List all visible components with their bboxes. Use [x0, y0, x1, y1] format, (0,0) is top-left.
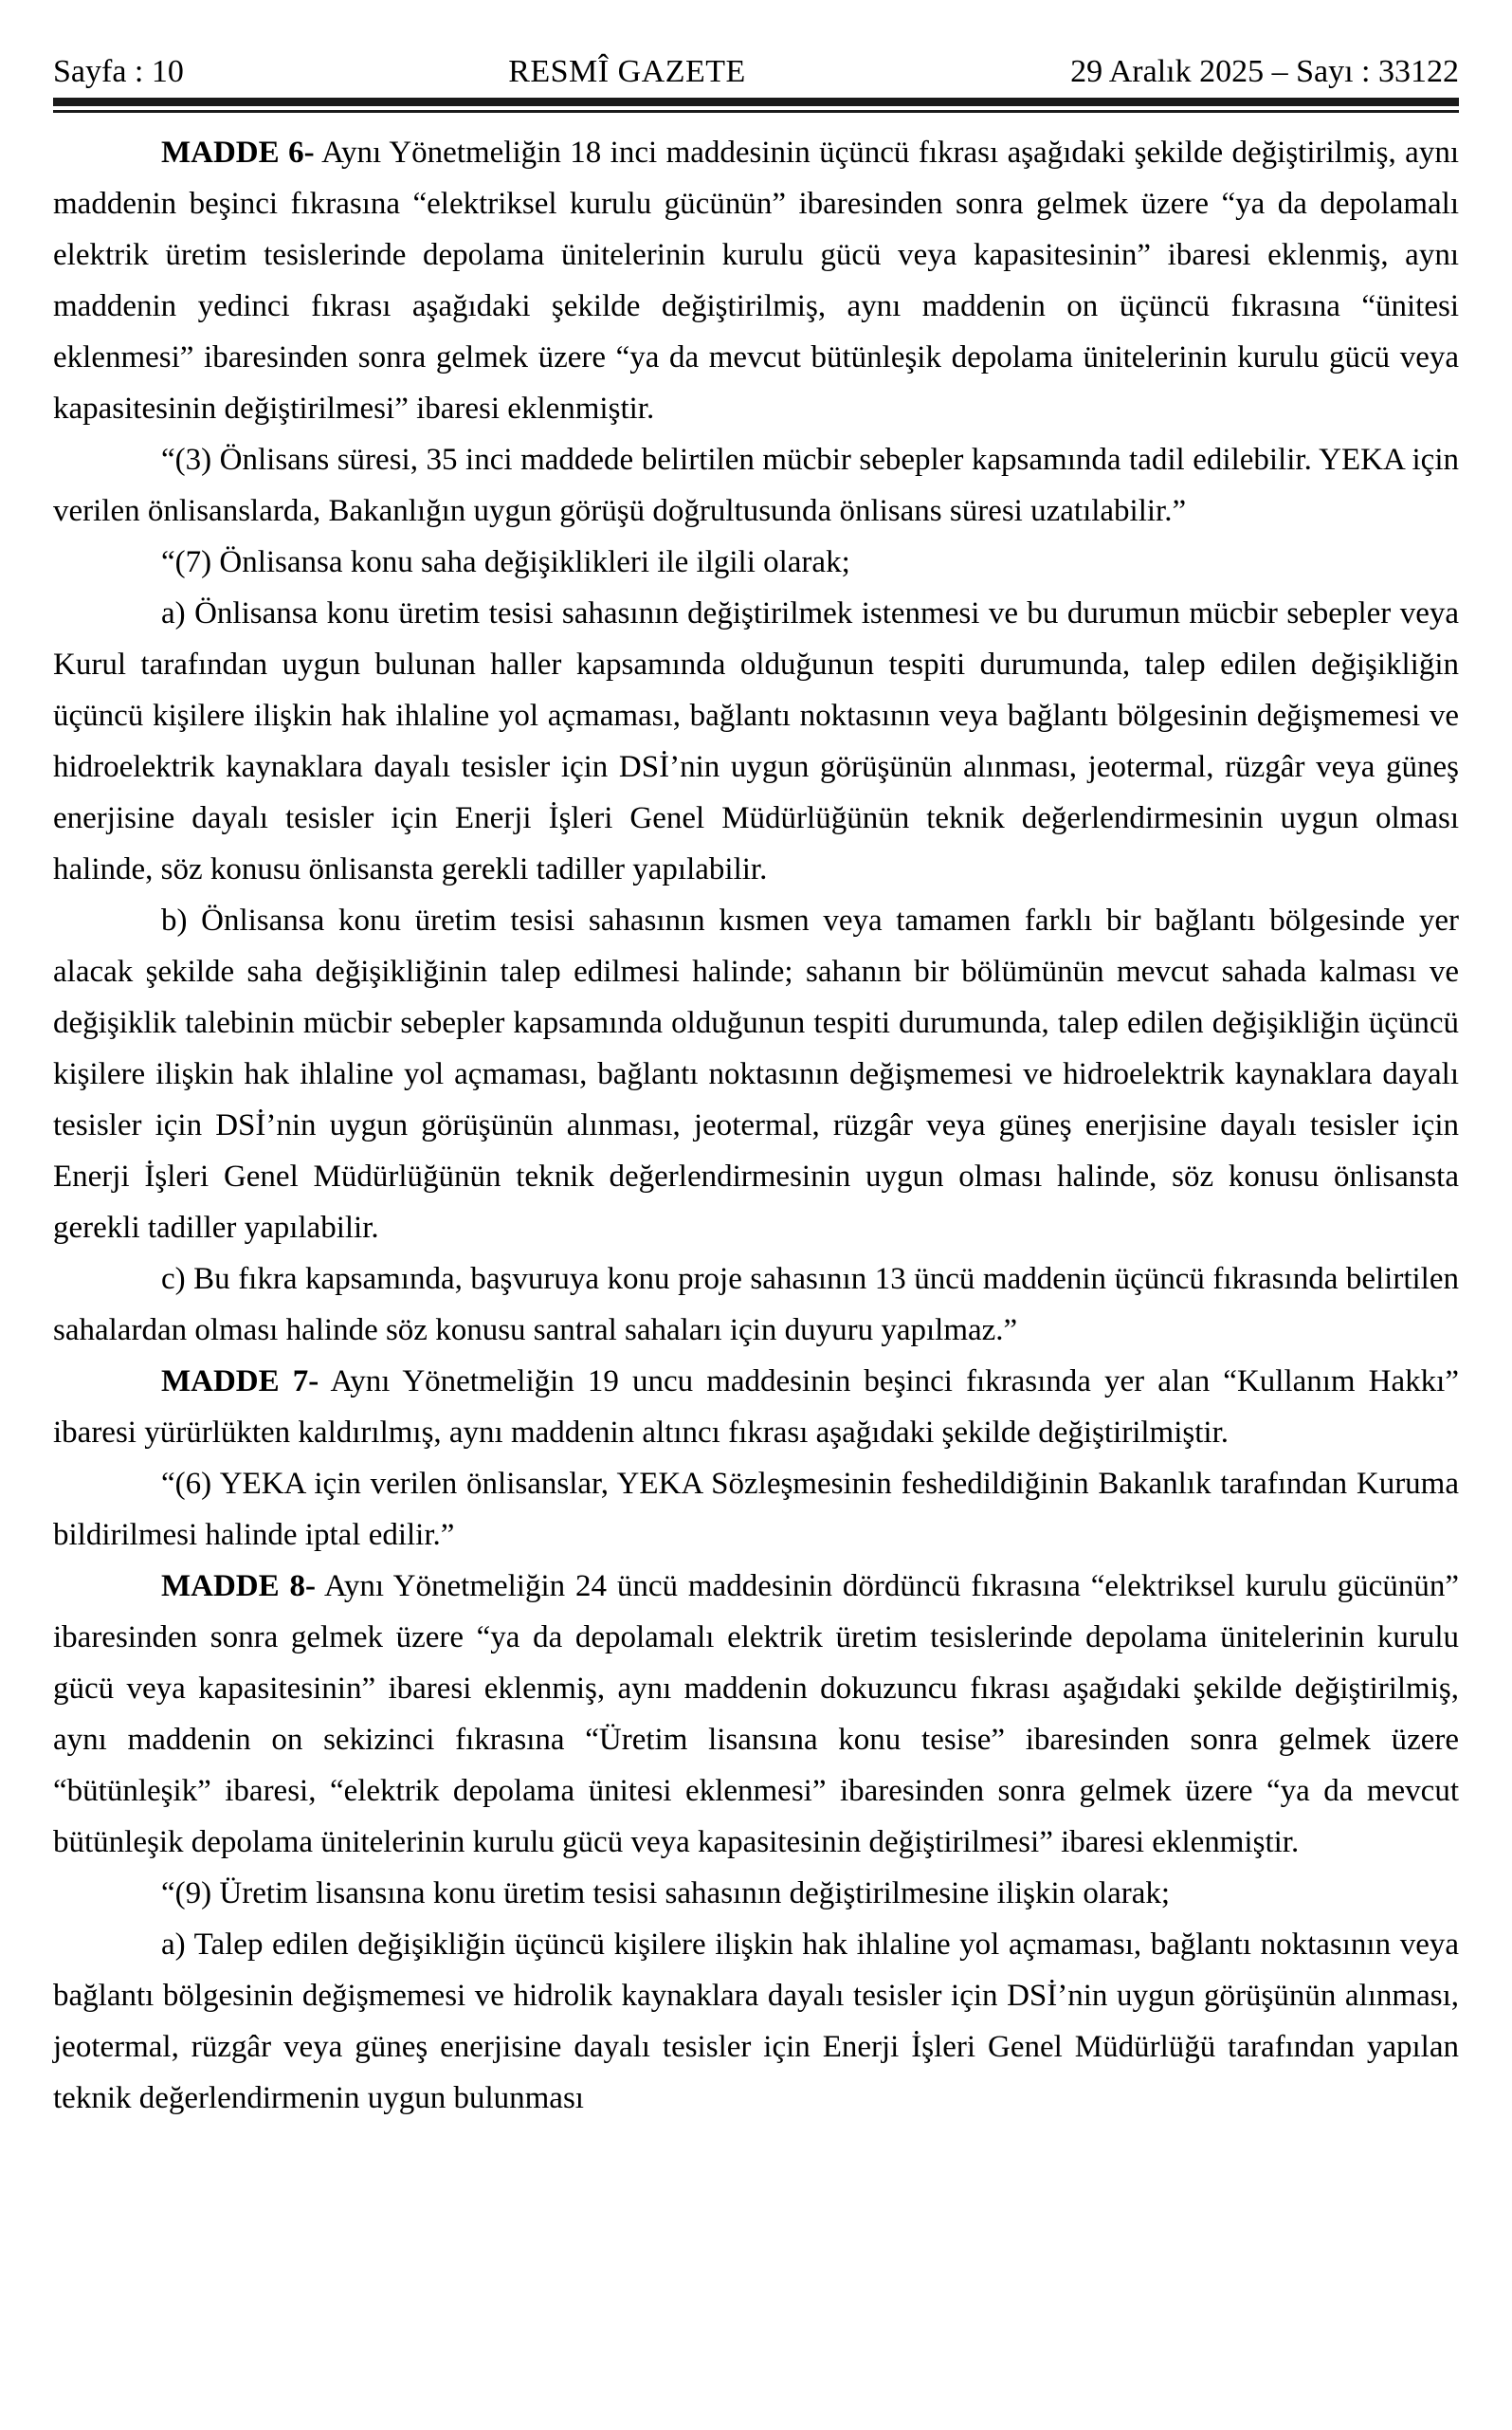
paragraph: MADDE 6- Aynı Yönetmeliğin 18 inci maddesinin üçüncü fıkrası aşağıdaki şekilde değiştirilmiş, aynı maddenin beşinci fıkrasına “elektriksel kurulu gücünün” ibaresinden sonra gelmek üzere “ya da depolamalı elektrik üretim tesislerinde depolama ünitelerinin kurulu gücü veya kapasitesinin” ibaresi eklenmiş, aynı maddenin yedinci fıkrası aşağıdaki şekilde değiştirilmiş, aynı maddenin on üçüncü fıkrasına “ünitesi eklenmesi” ibaresinden sonra gelmek üzere “ya da mevcut bütünleşik depolama ünitelerinin kurulu gücü veya kapasitesinin değiştirilmesi” ibaresi eklenmiştir. [53, 136, 1459, 426]
madde-label: MADDE 8- [161, 1569, 317, 1603]
paragraph: a) Önlisansa konu üretim tesisi sahasının değiştirilmek istenmesi ve bu durumun mücbir sebepler veya Kurul tarafından uygun bulunan haller kapsamında olduğunun tespiti durumunda, talep edilen değişikliğin üçüncü kişilere ilişkin hak ihlaline yol açmaması, bağlantı noktasının veya bağlantı bölgesinin değişmemesi ve hidroelektrik kaynaklara dayalı tesisler için DSİ’nin uygun görüşünün alınması, jeotermal, rüzgâr veya güneş enerjisine dayalı tesisler için Enerji İşleri Genel Müdürlüğünün teknik değerlendirmesinin uygun olması halinde, söz konusu önlisansta gerekli tadiller yapılabilir. [53, 596, 1459, 886]
header-divider [53, 98, 1459, 113]
page-header [53, 0, 1459, 91]
page-number-label: Sayfa : 10 [53, 54, 184, 89]
paragraph: “(7) Önlisansa konu saha değişiklikleri ile ilgili olarak; [161, 545, 850, 579]
paragraph: “(6) YEKA için verilen önlisanslar, YEKA Sözleşmesinin feshedildiğinin Bakanlık tarafından Kuruma bildirilmesi halinde iptal edilir.” [53, 1467, 1459, 1552]
paragraph: c) Bu fıkra kapsamında, başvuruya konu proje sahasının 13 üncü maddenin üçüncü fıkrasında belirtilen sahalardan olması halinde söz konusu santral sahaları için duyuru yapılmaz.” [53, 1262, 1459, 1347]
paragraph: “(3) Önlisans süresi, 35 inci maddede belirtilen mücbir sebepler kapsamında tadil edilebilir. YEKA için verilen önlisanslarda, Bakanlığın uygun görüşü doğrultusunda önlisans süresi uzatılabilir.” [53, 443, 1459, 528]
paragraph: a) Talep edilen değişikliğin üçüncü kişilere ilişkin hak ihlaline yol açmaması, bağlantı noktasının veya bağlantı bölgesinin değişmemesi ve hidrolik kaynaklara dayalı tesisler için DSİ’nin uygun görüşünün alınması, jeotermal, rüzgâr veya güneş enerjisine dayalı tesisler için Enerji İşleri Genel Müdürlüğü tarafından yapılan teknik değerlendirmenin uygun bulunması [53, 1928, 1459, 2115]
paragraph: MADDE 8- Aynı Yönetmeliğin 24 üncü maddesinin dördüncü fıkrasına “elektriksel kurulu gücünün” ibaresinden sonra gelmek üzere “ya da depolamalı elektrik üretim tesislerinde depolama ünitelerinin kurulu gücü veya kapasitesinin” ibaresi eklenmiş, aynı maddenin dokuzuncu fıkrası aşağıdaki şekilde değiştirilmiş, aynı maddenin on sekizinci fıkrasına “Üretim lisansına konu tesise” ibaresinden sonra gelmek üzere “bütünleşik” ibaresi, “elektrik depolama ünitesi eklenmesi” ibaresinden sonra gelmek üzere “ya da mevcut bütünleşik depolama ünitelerinin kurulu gücü veya kapasitesinin değiştirilmesi” ibaresi eklenmiştir. [53, 1569, 1459, 1859]
paragraph: “(9) Üretim lisansına konu üretim tesisi sahasının değiştirilmesine ilişkin olarak; [161, 1876, 1171, 1910]
madde-label: MADDE 6- [161, 136, 315, 170]
paragraph: MADDE 7- Aynı Yönetmeliğin 19 uncu maddesinin beşinci fıkrasında yer alan “Kullanım Hakkı” ibaresi yürürlükten kaldırılmış, aynı maddenin altıncı fıkrası aşağıdaki şekilde değiştirilmiştir. [53, 1364, 1459, 1450]
gazette-title: RESMÎ GAZETE [508, 54, 746, 89]
paragraph: b) Önlisansa konu üretim tesisi sahasının kısmen veya tamamen farklı bir bağlantı bölgesinde yer alacak şekilde saha değişikliğinin talep edilmesi halinde; sahanın bir bölümünün mevcut sahada kalması ve değişiklik talebinin mücbir sebepler kapsamında olduğunun tespiti durumunda, talep edilen değişikliğin üçüncü kişilere ilişkin hak ihlaline yol açmaması, bağlantı noktasının değişmemesi ve hidroelektrik kaynaklara dayalı tesisler için DSİ’nin uygun görüşünün alınması, jeotermal, rüzgâr veya güneş enerjisine dayalı tesisler için Enerji İşleri Genel Müdürlüğünün teknik değerlendirmesinin uygun olması halinde, söz konusu önlisansta gerekli tadiller yapılabilir. [53, 904, 1459, 1245]
date-issue-label: 29 Aralık 2025 – Sayı : 33122 [1070, 54, 1459, 89]
document-body [53, 127, 1459, 2124]
divider-thin-rule [53, 110, 1459, 113]
madde-label: MADDE 7- [161, 1364, 319, 1398]
divider-thick-rule [53, 98, 1459, 106]
